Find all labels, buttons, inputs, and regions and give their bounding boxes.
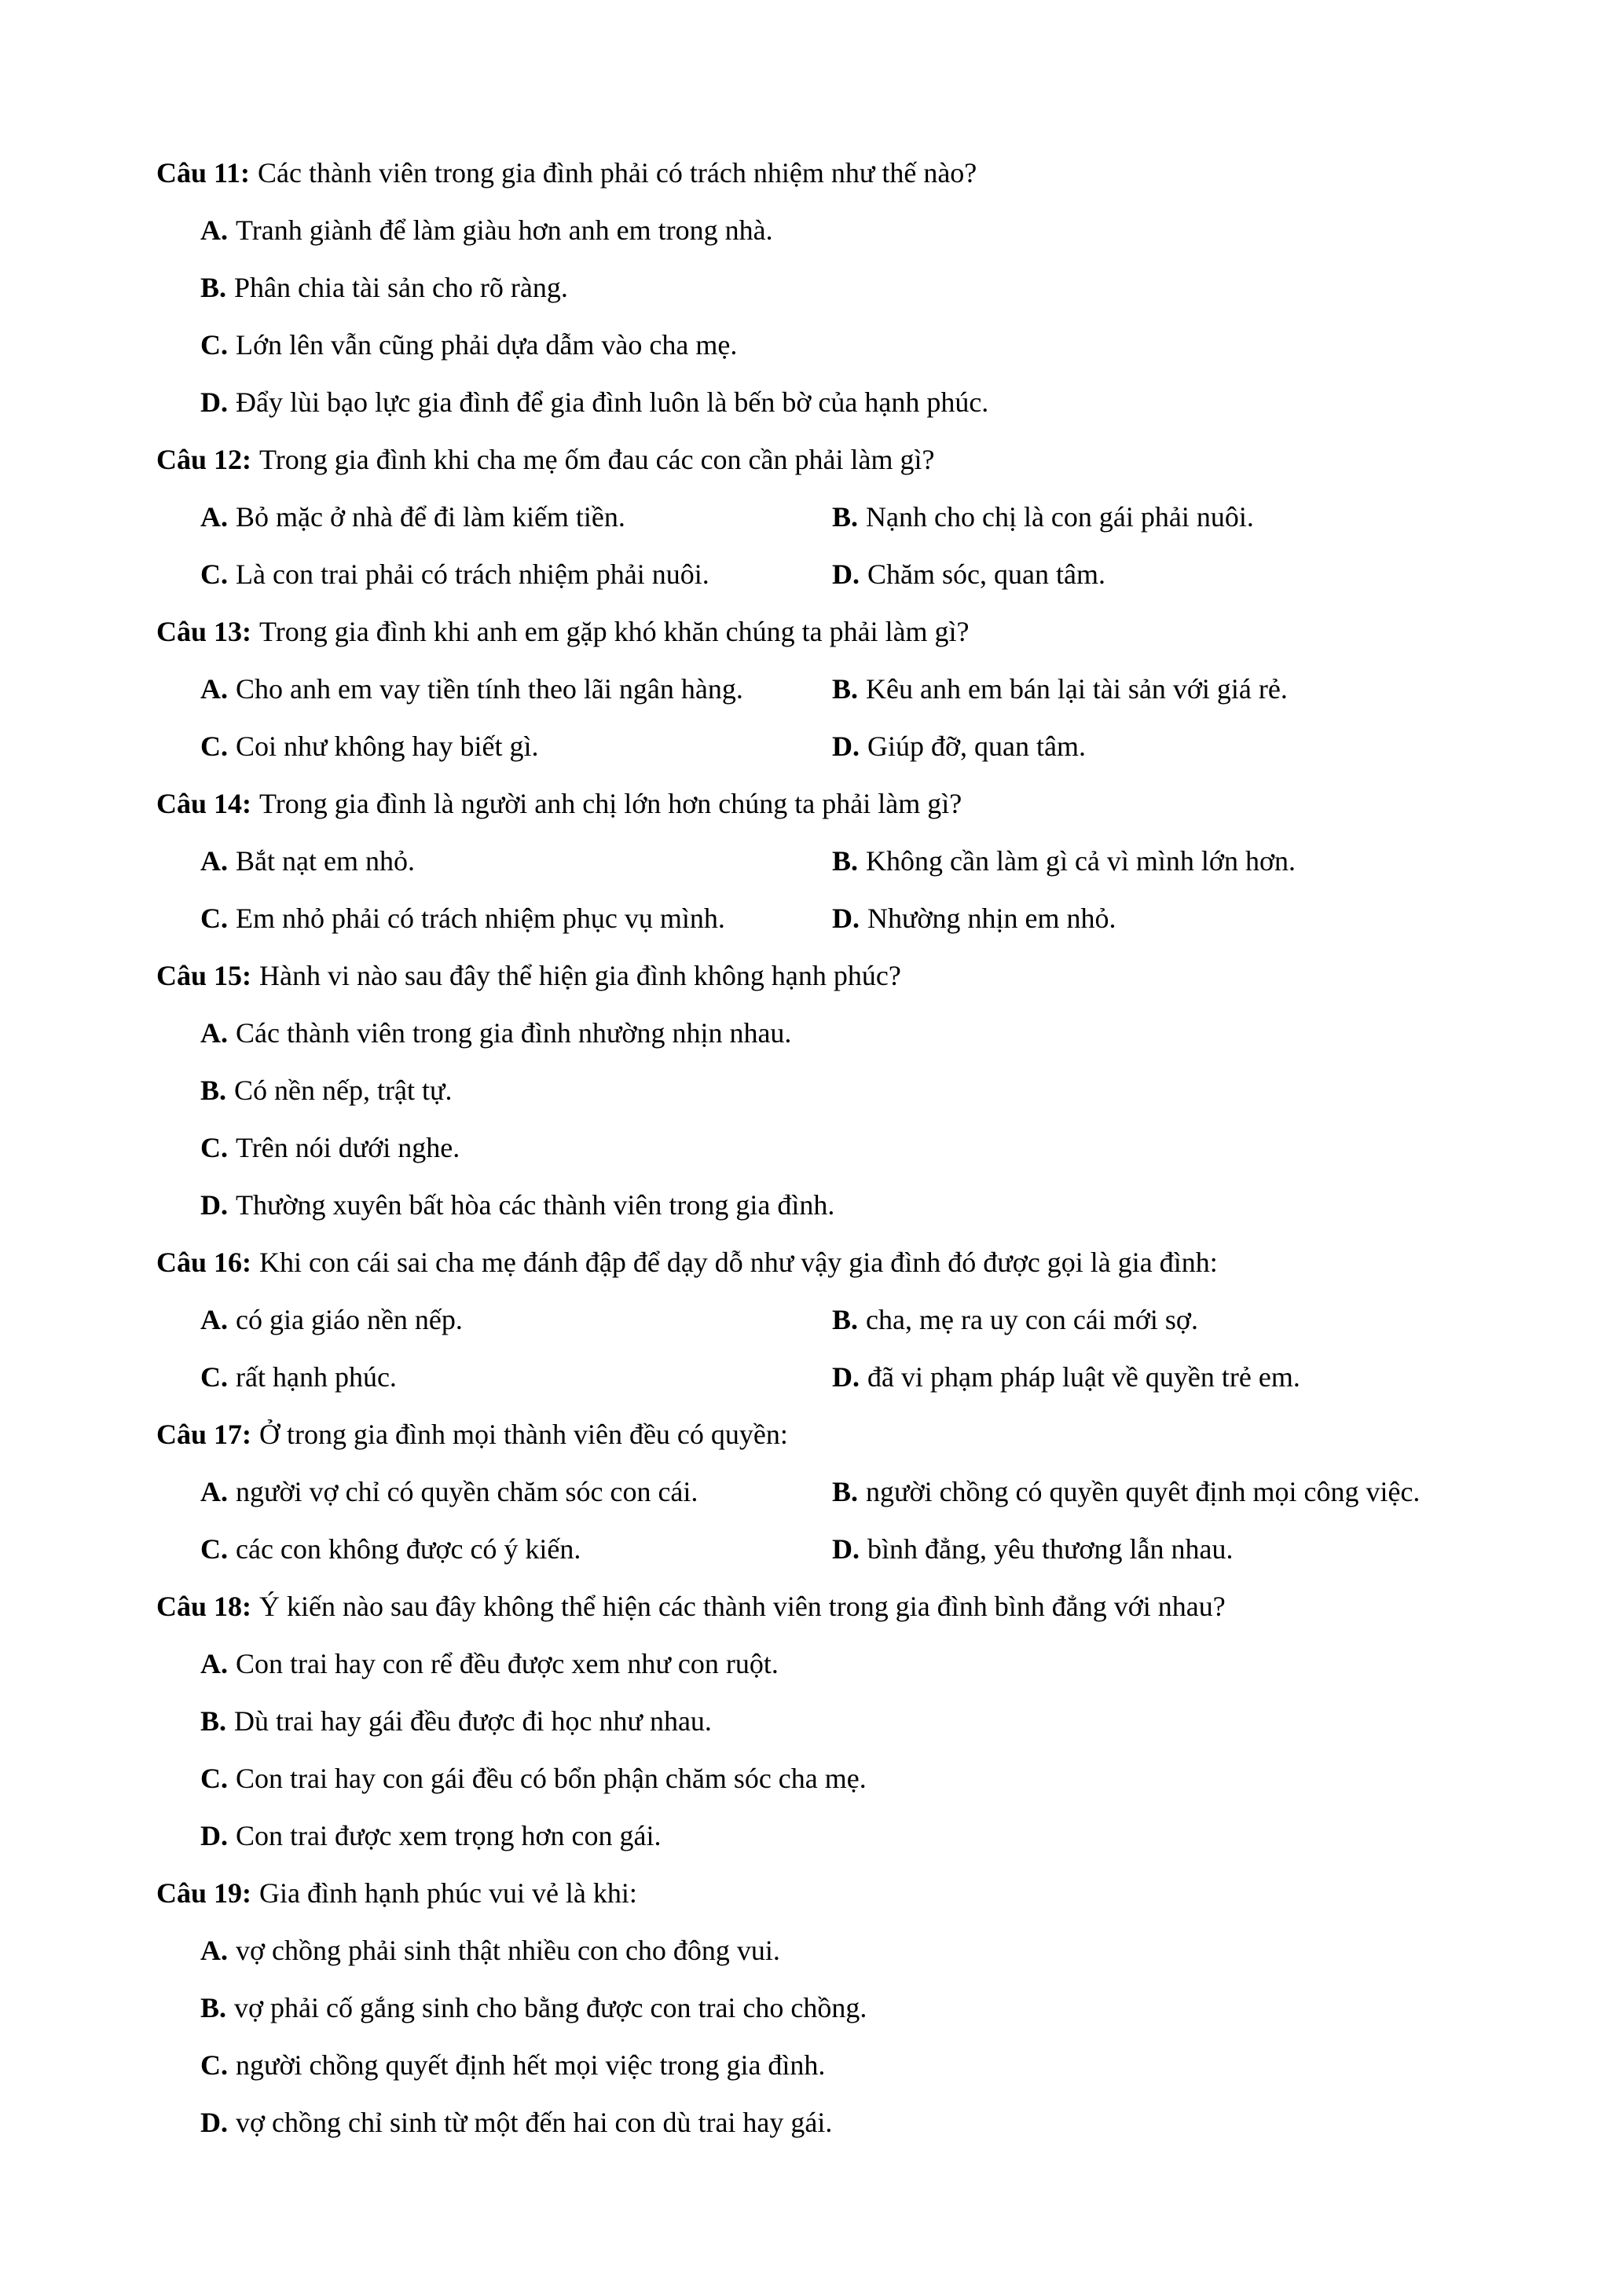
answer-option <box>832 673 1288 705</box>
question-text: Hành vi nào sau đây thể hiện gia đình không hạnh phúc? <box>259 960 901 991</box>
options <box>156 1922 1486 2151</box>
answer-option <box>832 731 1086 762</box>
question-text: Trong gia đình khi cha mẹ ốm đau các con cần phải làm gì? <box>259 444 935 475</box>
option-row <box>156 1693 1486 1750</box>
answer-option <box>200 1935 780 1966</box>
option-text: Kêu anh em bán lại tài sản với giá rẻ. <box>866 673 1288 705</box>
question-block <box>156 1234 1486 1406</box>
option-text: Coi như không hay biết gì. <box>236 731 539 762</box>
option-letter: B. <box>832 501 859 533</box>
option-row <box>156 1979 1486 2037</box>
option-row <box>156 1119 1486 1177</box>
answer-option <box>832 845 1296 877</box>
option-letter: A. <box>200 501 228 533</box>
option-text: vợ chồng phải sinh thật nhiều con cho đông vui. <box>236 1935 780 1966</box>
option-text: Lớn lên vẫn cũng phải dựa dẫm vào cha mẹ. <box>236 329 738 361</box>
question-text: Ý kiến nào sau đây không thể hiện các thành viên trong gia đình bình đẳng với nhau? <box>259 1591 1226 1622</box>
answer-option <box>200 1017 791 1049</box>
answer-option <box>200 2049 825 2081</box>
quiz-content <box>156 145 1486 2151</box>
option-row <box>156 1177 1486 1234</box>
options <box>156 489 1486 603</box>
question-line <box>156 145 1486 202</box>
option-text: người vợ chỉ có quyền chăm sóc con cái. <box>236 1476 698 1507</box>
option-letter: D. <box>200 2107 228 2138</box>
answer-option <box>200 329 737 361</box>
option-text: Con trai được xem trọng hơn con gái. <box>236 1820 662 1851</box>
option-row <box>156 259 1486 317</box>
question-block <box>156 947 1486 1234</box>
option-letter: A. <box>200 845 228 877</box>
answer-option <box>200 1705 712 1737</box>
option-row <box>156 1291 1486 1349</box>
options <box>156 1635 1486 1865</box>
question-number: Câu 17: <box>156 1419 252 1450</box>
option-row <box>156 489 1486 546</box>
option-letter: C. <box>200 1533 228 1565</box>
option-text: Nhường nhịn em nhỏ. <box>867 903 1116 934</box>
option-text: Đẩy lùi bạo lực gia đình để gia đình luôn là bến bờ của hạnh phúc. <box>236 386 989 418</box>
question-text: Các thành viên trong gia đình phải có trách nhiệm như thế nào? <box>258 157 977 189</box>
answer-option <box>200 833 825 890</box>
option-text: vợ phải cố gắng sinh cho bằng được con trai cho chồng. <box>234 1992 867 2023</box>
option-row <box>156 1463 1486 1521</box>
option-letter: B. <box>200 1705 227 1737</box>
option-text: Bỏ mặc ở nhà để đi làm kiếm tiền. <box>236 501 625 533</box>
option-letter: A. <box>200 214 228 246</box>
option-text: Con trai hay con rể đều được xem như con ruột. <box>236 1648 779 1679</box>
option-letter: C. <box>200 903 228 934</box>
option-text: Có nền nếp, trật tự. <box>234 1075 453 1106</box>
option-letter: B. <box>200 1075 227 1106</box>
option-text: người chồng quyết định hết mọi việc trong gia đình. <box>236 2049 826 2081</box>
question-number: Câu 15: <box>156 960 252 991</box>
options <box>156 833 1486 947</box>
question-line <box>156 775 1486 833</box>
option-letter: A. <box>200 1304 228 1335</box>
option-text: có gia giáo nền nếp. <box>236 1304 463 1335</box>
answer-option <box>200 1349 825 1406</box>
question-block <box>156 603 1486 775</box>
option-letter: A. <box>200 1935 228 1966</box>
question-block <box>156 145 1486 431</box>
question-line <box>156 947 1486 1005</box>
option-text: Không cần làm gì cả vì mình lớn hơn. <box>866 845 1296 877</box>
option-text: đã vi phạm pháp luật về quyền trẻ em. <box>867 1361 1300 1393</box>
option-letter: D. <box>200 1820 228 1851</box>
option-row <box>156 202 1486 259</box>
question-block <box>156 1865 1486 2151</box>
answer-option <box>832 1361 1300 1393</box>
question-block <box>156 431 1486 603</box>
option-letter: D. <box>832 558 860 590</box>
option-text: Cho anh em vay tiền tính theo lãi ngân hàng. <box>236 673 743 705</box>
option-row <box>156 2037 1486 2094</box>
question-number: Câu 13: <box>156 616 252 647</box>
option-text: các con không được có ý kiến. <box>236 1533 581 1565</box>
option-letter: A. <box>200 1017 228 1049</box>
option-text: Phân chia tài sản cho rõ ràng. <box>234 272 568 303</box>
question-number: Câu 19: <box>156 1877 252 1909</box>
option-text: Nạnh cho chị là con gái phải nuôi. <box>866 501 1254 533</box>
answer-option <box>832 1304 1198 1335</box>
option-row <box>156 890 1486 947</box>
option-letter: B. <box>832 1304 859 1335</box>
answer-option <box>200 2107 832 2138</box>
option-letter: D. <box>200 386 228 418</box>
answer-option <box>200 546 825 603</box>
answer-option <box>200 1763 867 1794</box>
option-row <box>156 1062 1486 1119</box>
options <box>156 1291 1486 1406</box>
option-row <box>156 1635 1486 1693</box>
option-letter: C. <box>200 1132 228 1163</box>
option-text: Con trai hay con gái đều có bổn phận chăm sóc cha mẹ. <box>236 1763 867 1794</box>
question-line <box>156 1865 1486 1922</box>
answer-option <box>832 1533 1233 1565</box>
answer-option <box>200 1521 825 1578</box>
question-line <box>156 431 1486 489</box>
option-text: Bắt nạt em nhỏ. <box>236 845 415 877</box>
option-letter: A. <box>200 1476 228 1507</box>
option-text: Giúp đỡ, quan tâm. <box>867 731 1086 762</box>
answer-option <box>200 1992 867 2023</box>
option-text: cha, mẹ ra uy con cái mới sợ. <box>866 1304 1198 1335</box>
answer-option <box>832 558 1105 590</box>
option-row <box>156 546 1486 603</box>
option-letter: B. <box>200 1992 227 2023</box>
question-number: Câu 14: <box>156 788 252 819</box>
option-row <box>156 1922 1486 1979</box>
answer-option <box>200 1291 825 1349</box>
option-letter: A. <box>200 1648 228 1679</box>
option-text: Thường xuyên bất hòa các thành viên trong gia đình. <box>236 1189 835 1221</box>
option-text: Tranh giành để làm giàu hơn anh em trong nhà. <box>236 214 773 246</box>
option-row <box>156 2094 1486 2151</box>
option-row <box>156 1005 1486 1062</box>
option-letter: C. <box>200 1361 228 1393</box>
options <box>156 202 1486 431</box>
option-letter: B. <box>200 272 227 303</box>
question-line <box>156 1234 1486 1291</box>
option-row <box>156 374 1486 431</box>
option-letter: A. <box>200 673 228 705</box>
answer-option <box>200 1820 661 1851</box>
answer-option <box>200 661 825 718</box>
option-letter: D. <box>832 731 860 762</box>
question-text: Trong gia đình là người anh chị lớn hơn chúng ta phải làm gì? <box>259 788 962 819</box>
question-number: Câu 11: <box>156 157 251 189</box>
option-row <box>156 1807 1486 1865</box>
option-text: rất hạnh phúc. <box>236 1361 397 1393</box>
answer-option <box>200 489 825 546</box>
option-letter: C. <box>200 731 228 762</box>
option-letter: D. <box>200 1189 228 1221</box>
question-number: Câu 16: <box>156 1247 252 1278</box>
option-text: bình đẳng, yêu thương lẫn nhau. <box>867 1533 1234 1565</box>
option-text: Trên nói dưới nghe. <box>236 1132 460 1163</box>
option-letter: B. <box>832 845 859 877</box>
option-row <box>156 833 1486 890</box>
option-letter: D. <box>832 1361 860 1393</box>
option-letter: C. <box>200 329 228 361</box>
answer-option <box>200 386 988 418</box>
answer-option <box>200 1463 825 1521</box>
answer-option <box>200 1075 452 1106</box>
option-row <box>156 1521 1486 1578</box>
answer-option <box>832 1476 1420 1507</box>
question-text: Gia đình hạnh phúc vui vẻ là khi: <box>259 1877 637 1909</box>
option-row <box>156 718 1486 775</box>
option-letter: D. <box>832 903 860 934</box>
option-text: Dù trai hay gái đều được đi học như nhau. <box>234 1705 712 1737</box>
answer-option <box>200 214 773 246</box>
answer-option <box>200 1189 834 1221</box>
option-text: Chăm sóc, quan tâm. <box>867 558 1105 590</box>
answer-option <box>200 1648 779 1679</box>
options <box>156 1463 1486 1578</box>
answer-option <box>200 272 568 303</box>
option-text: vợ chồng chỉ sinh từ một đến hai con dù trai hay gái. <box>236 2107 833 2138</box>
option-text: Là con trai phải có trách nhiệm phải nuôi. <box>236 558 709 590</box>
option-text: Em nhỏ phải có trách nhiệm phục vụ mình. <box>236 903 725 934</box>
option-letter: B. <box>832 1476 859 1507</box>
option-row <box>156 661 1486 718</box>
option-letter: B. <box>832 673 859 705</box>
question-block <box>156 1578 1486 1865</box>
question-text: Khi con cái sai cha mẹ đánh đập để dạy dỗ như vậy gia đình đó được gọi là gia đình: <box>259 1247 1218 1278</box>
answer-option <box>200 1132 460 1163</box>
answer-option <box>200 718 825 775</box>
question-block <box>156 1406 1486 1578</box>
question-number: Câu 18: <box>156 1591 252 1622</box>
option-text: người chồng có quyền quyêt định mọi công việc. <box>866 1476 1421 1507</box>
question-number: Câu 12: <box>156 444 252 475</box>
answer-option <box>832 903 1116 934</box>
option-letter: C. <box>200 558 228 590</box>
question-line <box>156 603 1486 661</box>
option-row <box>156 1349 1486 1406</box>
option-letter: C. <box>200 1763 228 1794</box>
question-block <box>156 775 1486 947</box>
question-line <box>156 1578 1486 1635</box>
option-row <box>156 1750 1486 1807</box>
answer-option <box>200 890 825 947</box>
options <box>156 661 1486 775</box>
question-text: Ở trong gia đình mọi thành viên đều có quyền: <box>259 1419 788 1450</box>
option-letter: C. <box>200 2049 228 2081</box>
option-letter: D. <box>832 1533 860 1565</box>
question-text: Trong gia đình khi anh em gặp khó khăn chúng ta phải làm gì? <box>259 616 970 647</box>
option-text: Các thành viên trong gia đình nhường nhịn nhau. <box>236 1017 792 1049</box>
option-row <box>156 317 1486 374</box>
options <box>156 1005 1486 1234</box>
answer-option <box>832 501 1254 533</box>
question-line <box>156 1406 1486 1463</box>
